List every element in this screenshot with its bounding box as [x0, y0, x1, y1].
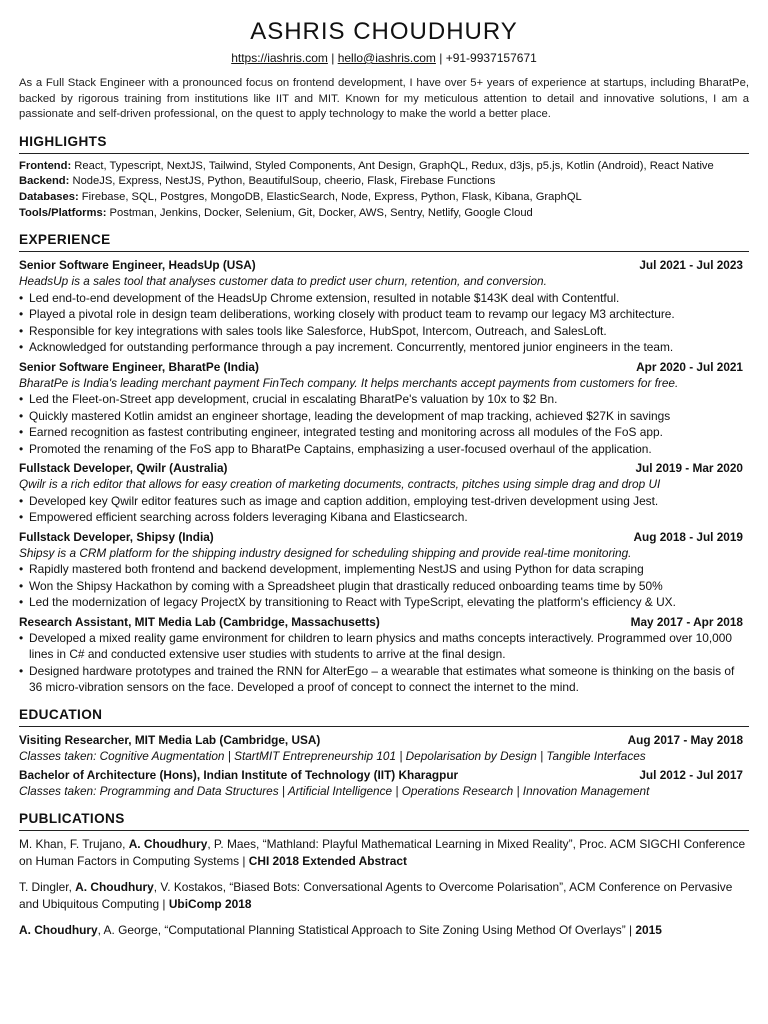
job-bullet: • Led the modernization of legacy ProjectX by transitioning to React with TypeScript, elevating the platform's efficiency & UX.	[19, 594, 749, 611]
email-link[interactable]: hello@iashris.com	[337, 51, 436, 65]
job-entry	[19, 529, 749, 611]
phone-number: +91-9937157671	[445, 51, 537, 65]
publication-venue: CHI 2018 Extended Abstract	[248, 853, 407, 868]
publication-coauthors: M. Khan, F. Trujano,	[19, 836, 129, 851]
job-bullet: • Led end-to-end development of the HeadsUp Chrome extension, resulted in notable $143K deal with Contentful.	[19, 290, 749, 307]
job-date: Apr 2020 - Jul 2021	[636, 359, 743, 374]
candidate-name: ASHRIS CHOUDHURY	[250, 18, 518, 45]
experience-heading: EXPERIENCE	[19, 231, 749, 252]
job-header	[19, 529, 749, 545]
highlight-label: Databases:	[19, 190, 79, 203]
publication-author: A. Choudhury	[75, 879, 154, 894]
job-bullet: • Promoted the renaming of the FoS app to BharatPe Captains, emphasizing a user-focused overhaul of the application.	[19, 441, 749, 458]
education-classes: Classes taken: Programming and Data Structures | Artificial Intelligence | Operations Research | Innovation Management	[19, 784, 650, 799]
education-header	[19, 732, 749, 748]
job-bullets	[19, 391, 749, 457]
job-role: Research Assistant, MIT Media Lab (Cambridge, Massachusetts)	[19, 614, 380, 629]
education-role: Bachelor of Architecture (Hons), Indian Institute of Technology (IIT) Kharagpur	[19, 768, 459, 783]
highlight-label: Frontend:	[19, 159, 72, 172]
job-header	[19, 257, 749, 273]
job-entry	[19, 614, 749, 696]
job-header	[19, 614, 749, 630]
highlight-label: Tools/Platforms:	[19, 206, 107, 219]
job-bullet: • Designed hardware prototypes and trained the RNN for AlterEgo – a wearable that estimates what someone is thinking on the basis of 36 micro-vibration sensors on the face. Developed a proof of concept to connect the internet to the mind.	[19, 663, 749, 696]
highlight-databases	[19, 190, 749, 206]
job-entry	[19, 257, 749, 356]
publication-item	[19, 879, 749, 913]
summary-paragraph: As a Full Stack Engineer with a pronounced focus on frontend development, I have over 5+ years of experience at startups, including BharatPe, backed by rigorous training from institutions like IIT and MIT. Known for my meticulous attention to detail and innovative solutions, I am a passionate and self-driven professional, on the quest to apply technology to make the world a better place.	[19, 77, 749, 121]
education-entry	[19, 767, 749, 800]
job-bullet: • Quickly mastered Kotlin amidst an engineer shortage, leading the development of map tracking, achieved $27K in savings	[19, 408, 749, 425]
job-bullets	[19, 561, 749, 611]
job-date: Jul 2021 - Jul 2023	[639, 258, 743, 273]
job-role: Senior Software Engineer, BharatPe (India)	[19, 359, 259, 374]
contact-separator: |	[435, 51, 446, 65]
publication-venue: 2015	[635, 922, 662, 937]
highlight-label: Backend:	[19, 175, 70, 188]
publication-author: A. Choudhury	[128, 836, 208, 851]
highlight-tools	[19, 206, 749, 222]
education-role: Visiting Researcher, MIT Media Lab (Cambridge, USA)	[19, 732, 321, 747]
publication-item	[19, 922, 749, 939]
highlight-value: React, Typescript, NextJS, Tailwind, Styled Components, Ant Design, GraphQL, Redux, d3js, p5.js, Kotlin (Android), React Native	[71, 159, 714, 172]
job-tagline: Qwilr is a rich editor that allows for easy creation of marketing documents, contracts, pitches using simple drag and drop UI	[19, 477, 661, 492]
job-date: Aug 2018 - Jul 2019	[633, 529, 743, 544]
job-role: Fullstack Developer, Qwilr (Australia)	[19, 461, 228, 476]
publication-coauthors: T. Dingler,	[19, 879, 76, 894]
job-bullet: • Developed key Qwilr editor features such as image and caption addition, employing test-driven development using Jest.	[19, 493, 749, 510]
job-bullet: • Played a pivotal role in design team deliberations, working closely with product team to revamp our legacy M3 architecture.	[19, 306, 749, 323]
job-bullets	[19, 290, 749, 356]
publication-item	[19, 836, 749, 870]
publications-heading: PUBLICATIONS	[19, 810, 749, 831]
education-entry	[19, 732, 749, 765]
publication-title: , P. Maes, “Mathland: Playful Mathematical Learning in Mixed Reality”, Proc. ACM SIGCHI Conference on Human Factors in Computing Systems |	[19, 836, 746, 868]
job-date: May 2017 - Apr 2018	[630, 614, 743, 629]
education-date: Jul 2012 - Jul 2017	[639, 768, 743, 783]
job-bullet: • Led the Fleet-on-Street app development, crucial in escalating BharatPe's valuation by 10x to $2 Bn.	[19, 391, 749, 408]
job-role: Fullstack Developer, Shipsy (India)	[19, 529, 214, 544]
job-bullet: • Responsible for key integrations with sales tools like Salesforce, HubSpot, Intercom, Outreach, and SalesLoft.	[19, 323, 749, 340]
publication-author: A. Choudhury	[19, 922, 98, 937]
publication-title: , V. Kostakos, “Biased Bots: Conversational Agents to Overcome Polarisation”, ACM Conference on Pervasive and Ubiquitous Computing |	[19, 879, 733, 911]
website-link[interactable]: https://iashris.com	[231, 51, 328, 65]
highlight-frontend	[19, 159, 749, 175]
job-bullets	[19, 493, 749, 526]
job-entry	[19, 359, 749, 458]
job-role: Senior Software Engineer, HeadsUp (USA)	[19, 258, 256, 273]
job-entry	[19, 460, 749, 526]
contact-separator: |	[327, 51, 338, 65]
job-bullet: • Acknowledged for outstanding performance through a pay increment. Concurrently, mentored junior engineers in the team.	[19, 339, 749, 356]
education-header	[19, 767, 749, 783]
job-bullets	[19, 630, 749, 696]
highlights-list	[19, 159, 749, 221]
job-date: Jul 2019 - Mar 2020	[635, 461, 743, 476]
education-classes: Classes taken: Cognitive Augmentation | StartMIT Entrepreneurship 101 | Depolarisation by Design | Tangible Interfaces	[19, 748, 646, 763]
highlight-value: NodeJS, Express, NestJS, Python, BeautifulSoup, cheerio, Flask, Firebase Functions	[69, 175, 496, 188]
job-tagline: HeadsUp is a sales tool that analyses customer data to predict user churn, retention, and conversion.	[19, 274, 547, 289]
job-header	[19, 359, 749, 375]
highlight-value: Firebase, SQL, Postgres, MongoDB, ElasticSearch, Node, Express, Python, Flask, Kibana, GraphQL	[78, 190, 582, 203]
education-date: Aug 2017 - May 2018	[627, 732, 743, 747]
job-tagline: Shipsy is a CRM platform for the shipping industry designed for scheduling shipping and provide real-time monitoring.	[19, 545, 632, 560]
job-bullet: • Developed a mixed reality game environment for children to learn physics and maths concepts interactively. Programmed over 10,000 lines in C# and conducted extensive user studies with students to arrive at the final design.	[19, 630, 749, 663]
contact-line	[19, 50, 749, 66]
job-bullet: • Empowered efficient searching across folders leveraging Kibana and Elasticsearch.	[19, 509, 749, 526]
education-heading: EDUCATION	[19, 706, 749, 727]
job-bullet: • Won the Shipsy Hackathon by coming with a Spreadsheet plugin that drastically reduced onboarding teams time by 50%	[19, 578, 749, 595]
publication-venue: UbiComp 2018	[168, 896, 252, 911]
job-bullet: • Earned recognition as fastest contributing engineer, integrated testing and monitoring across all modules of the FoS app.	[19, 424, 749, 441]
publication-title: , A. George, “Computational Planning Statistical Approach to Site Zoning Using Method Of Overlays” |	[97, 922, 636, 937]
highlights-heading: HIGHLIGHTS	[19, 133, 749, 154]
job-bullet: • Rapidly mastered both frontend and backend development, implementing NestJS and using Python for data scraping	[19, 561, 749, 578]
highlight-backend	[19, 174, 749, 190]
job-header	[19, 460, 749, 476]
highlight-value: Postman, Jenkins, Docker, Selenium, Git, Docker, AWS, Sentry, Netlify, Google Cloud	[106, 206, 533, 219]
job-tagline: BharatPe is India's leading merchant payment FinTech company. It helps merchants accept payments from customers for free.	[19, 375, 679, 390]
